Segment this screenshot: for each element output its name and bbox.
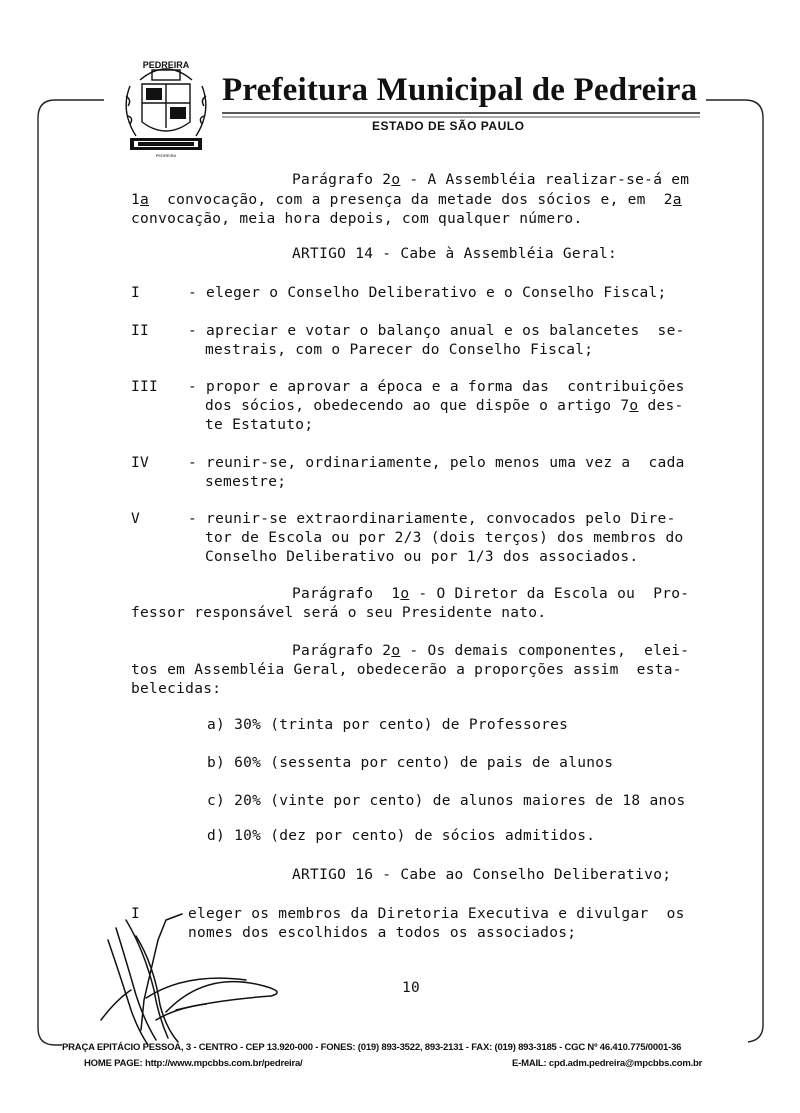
paragraph-1-line-1: Parágrafo 1o - O Diretor da Escola ou Pro- <box>292 586 690 602</box>
item-1-text: - eleger o Conselho Deliberativo e o Conselho Fiscal; <box>188 285 667 301</box>
paragraph-2-line-1: Parágrafo 2o - A Assembléia realizar-se-á em <box>292 172 690 188</box>
paragraph-2b-line-2: tos em Assembléia Geral, obedecerão a proporções assim esta- <box>131 662 682 678</box>
art16-item-1-number: I <box>131 906 141 922</box>
footer-email: E-MAIL: cpd.adm.pedreira@mpcbbs.com.br <box>512 1058 703 1069</box>
paragraph-2b-line-1: Parágrafo 2o - Os demais componentes, elei- <box>292 643 690 659</box>
paragraph-2-line-2: 1a convocação, com a presença da metade dos sócios e, em 2a <box>131 192 682 208</box>
page-title: Prefeitura Municipal de Pedreira <box>222 72 698 108</box>
paragraph-1-line-2: fessor responsável será o seu Presidente nato. <box>131 605 547 621</box>
state-subtitle: ESTADO DE SÃO PAULO <box>372 119 525 133</box>
item-3-line-1: - propor e aprovar a época e a forma das contribuições <box>188 379 685 395</box>
list-item: d) 10% (dez por cento) de sócios admitidos. <box>207 828 596 844</box>
article-14-heading: ARTIGO 14 - Cabe à Assembléia Geral: <box>292 246 618 262</box>
list-item: b) 60% (sessenta por cento) de pais de alunos <box>207 755 614 771</box>
footer-address: PRAÇA EPITÁCIO PESSOA, 3 - CENTRO - CEP 13.920-000 - FONES: (019) 893-3522, 893-2131 - FAX: (019) 893-3185 - CGC Nº 46.410.775/0001-36 <box>62 1042 682 1053</box>
item-5-line-3: Conselho Deliberativo ou por 1/3 dos associados. <box>205 549 639 565</box>
item-3-number: III <box>131 379 159 395</box>
svg-text:PEDREIRA: PEDREIRA <box>155 153 177 158</box>
coat-of-arms-icon <box>118 56 214 160</box>
item-4-line-1: - reunir-se, ordinariamente, pelo menos uma vez a cada <box>188 455 685 471</box>
item-2-line-2: mestrais, com o Parecer do Conselho Fiscal; <box>205 342 594 358</box>
item-1-number: I <box>131 285 141 301</box>
item-2-number: II <box>131 323 150 339</box>
item-3-line-3: te Estatuto; <box>205 417 314 433</box>
article-16-heading: ARTIGO 16 - Cabe ao Conselho Deliberativo; <box>292 867 672 883</box>
paragraph-2b-line-3: belecidas: <box>131 681 222 697</box>
page-number: 10 <box>402 980 421 996</box>
list-item: a) 30% (trinta por cento) de Professores <box>207 717 569 733</box>
item-3-line-2: dos sócios, obedecendo ao que dispõe o artigo 7o des- <box>205 398 684 414</box>
item-2-line-1: - apreciar e votar o balanço anual e os balancetes se- <box>188 323 685 339</box>
crest-text: PEDREIRA <box>142 60 190 70</box>
item-5-number: V <box>131 511 141 527</box>
art16-item-1-line-1: eleger os membros da Diretoria Executiva e divulgar os <box>188 906 685 922</box>
list-item: c) 20% (vinte por cento) de alunos maiores de 18 anos <box>207 793 686 809</box>
item-5-line-2: tor de Escola ou por 2/3 (dois terços) dos membros do <box>205 530 684 546</box>
footer-homepage: HOME PAGE: http://www.mpcbbs.com.br/pedreira/ <box>84 1058 303 1069</box>
item-4-line-2: semestre; <box>205 474 287 490</box>
signature-icon <box>96 900 306 1050</box>
item-5-line-1: - reunir-se extraordinariamente, convocados pelo Dire- <box>188 511 676 527</box>
item-4-number: IV <box>131 455 150 471</box>
paragraph-2-line-3: convocação, meia hora depois, com qualquer número. <box>131 211 583 227</box>
art16-item-1-line-2: nomes dos escolhidos a todos os associados; <box>188 925 577 941</box>
